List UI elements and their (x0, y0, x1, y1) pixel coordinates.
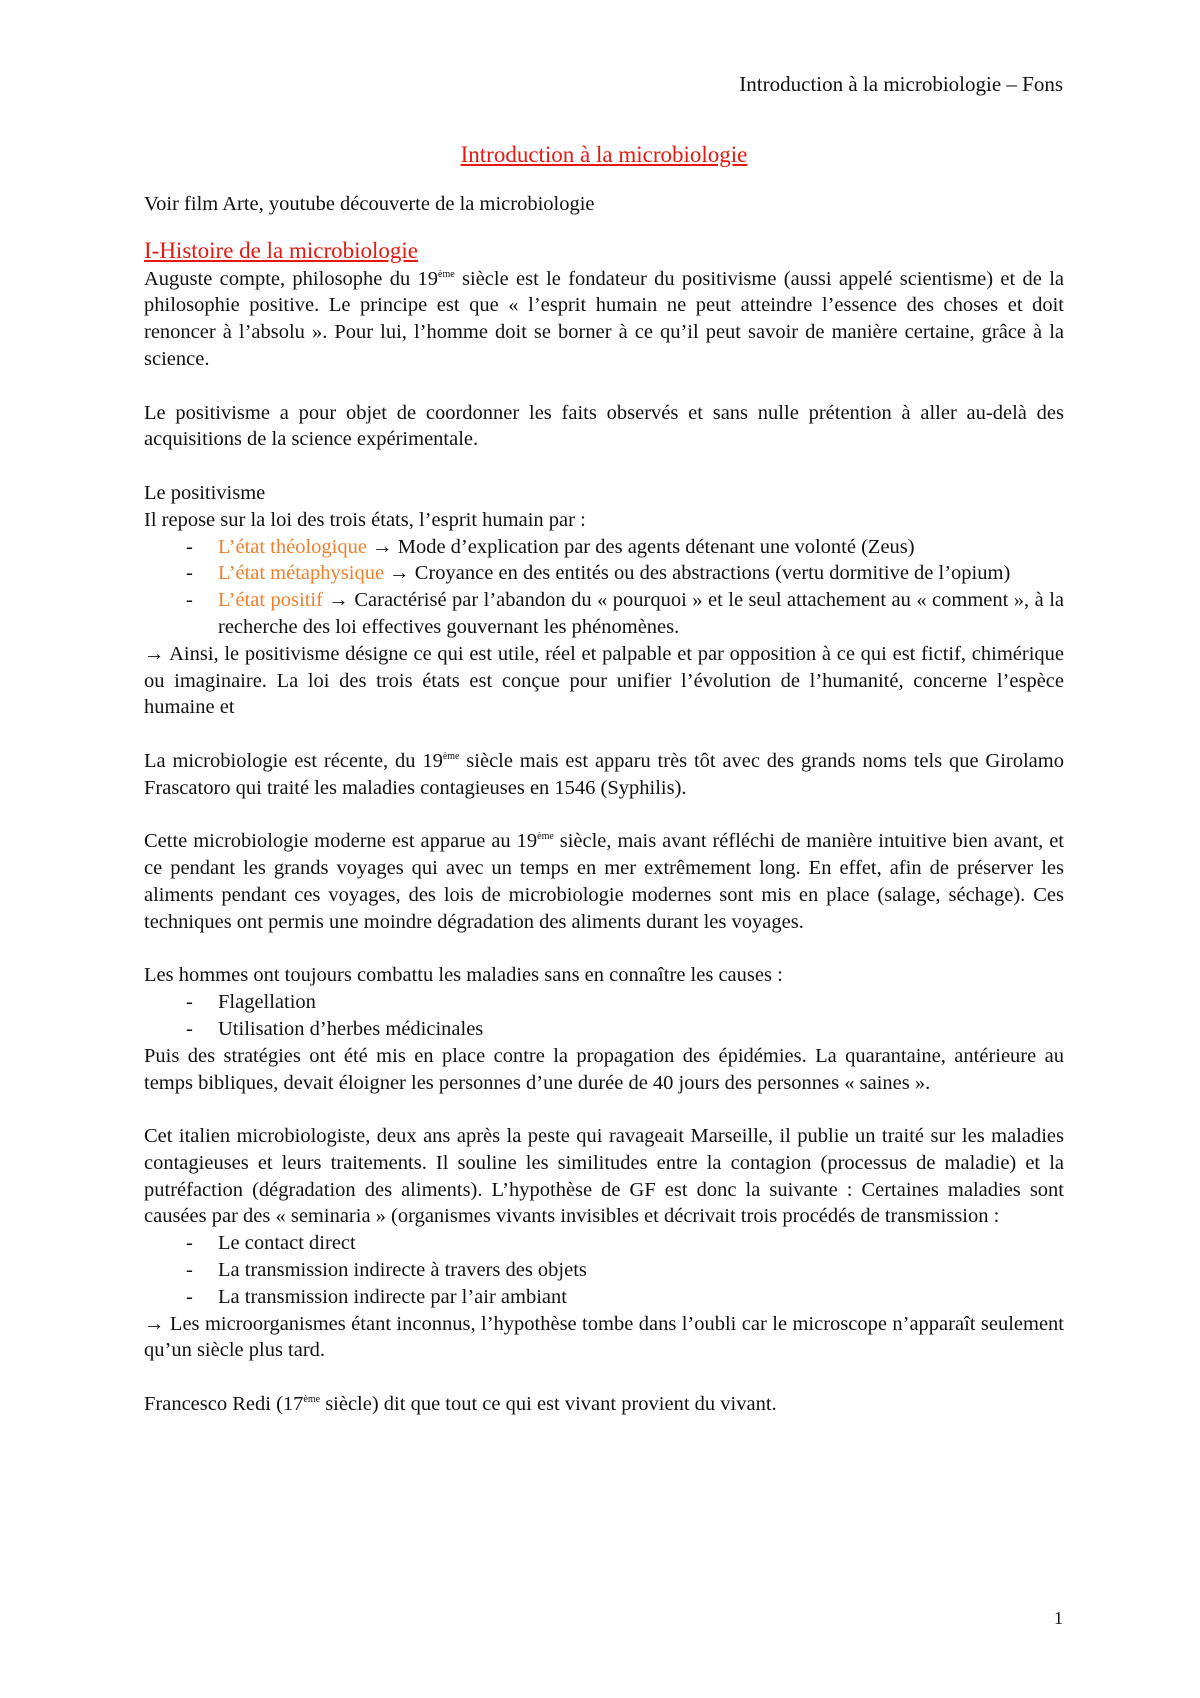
paragraph-positivism-label: Le positivisme (144, 481, 266, 504)
list-item: - La transmission indirecte à travers des objets (144, 1257, 1064, 1284)
list-dash: - (186, 1259, 193, 1282)
list-dash: - (186, 1232, 193, 1255)
paragraph-positivism-summary: → Ainsi, le positivisme désigne ce qui est utile, réel et palpable et par opposition à ce qui est fictif, chimérique ou imaginaire. La loi des trois états est conçue pour unifier l’évolution de l’humanité, concerne l’espèce humaine et (144, 642, 1064, 719)
arrow-icon: → (389, 562, 410, 585)
list-item: - Le contact direct (144, 1230, 1064, 1257)
page-number: 1 (1054, 1608, 1063, 1628)
list-dash: - (186, 1285, 193, 1308)
list-item-state-theological: - L’état théologique → Mode d’explication par des agents détenant une volonté (Zeus) (144, 534, 1064, 561)
paragraph-diseases-intro: Les hommes ont toujours combattu les maladies sans en connaître les causes : (144, 964, 783, 987)
paragraph-microscope: → Les microorganismes étant inconnus, l’hypothèse tombe dans l’oubli car le microscope n’apparaît seulement qu’un siècle plus tard. (144, 1312, 1064, 1362)
section-heading-history: I-Histoire de la microbiologie (144, 237, 419, 263)
list-dash: - (186, 991, 193, 1014)
list-item-state-positive: - L’état positif → Caractérisé par l’abandon du « pourquoi » et le seul attachement au « comment », à la recherche des loi effectives gouvernant les phénomènes. (186, 589, 1064, 638)
list-item: - Utilisation d’herbes médicinales (144, 1016, 1064, 1043)
list-dash: - (186, 589, 193, 612)
list-dash: - (186, 1017, 193, 1040)
arrow-icon: → (372, 535, 393, 558)
three-states-list (144, 534, 1064, 641)
running-header: Introduction à la microbiologie – Fons (739, 72, 1063, 96)
paragraph-microbiology-recent: La microbiologie est récente, du 19ème siècle mais est apparu très tôt avec des grands noms tels que Girolamo Frascatoro qui traité les maladies contagieuses en 1546 (Syphilis). (144, 749, 1064, 799)
transmission-list (144, 1230, 1064, 1310)
disease-remedies-list (144, 989, 1064, 1043)
document-title: Introduction à la microbiologie (460, 142, 748, 167)
list-item: - La transmission indirecte par l’air ambiant (144, 1284, 1064, 1311)
list-dash: - (186, 535, 193, 558)
paragraph-positivism-object: Le positivisme a pour objet de coordonner les faits observés et sans nulle prétention à aller au-delà des acquisitions de la science expérimentale. (144, 401, 1064, 451)
arrow-icon: → (144, 1312, 165, 1335)
paragraph-auguste-comte: Auguste compte, philosophe du 19ème siècle est le fondateur du positivisme (aussi appelé scientisme) et de la philosophie positive. Le principe est que « l’esprit humain ne peut atteindre l’essence des choses et doit renoncer à l’absolu ». Pour lui, l’homme doit se borner à ce qu’il peut savoir de manière certaine, grâce à la science. (144, 267, 1064, 370)
paragraph-quarantine: Puis des stratégies ont été mis en place contre la propagation des épidémies. La quarantaine, antérieure au temps bibliques, devait éloigner les personnes d’une durée de 40 jours des personnes « saines ». (144, 1044, 1064, 1094)
paragraph-italian-microbiologist: Cet italien microbiologiste, deux ans après la peste qui ravageait Marseille, il publie un traité sur les maladies contagieuses et leurs traitements. Il souline les similitudes entre la contagion (processus de maladie) et la putréfaction (dégradation des aliments). L’hypothèse de GF est donc la suivante : Certaines maladies sont causées par des « seminaria » (organismes vivants invisibles et décrivait trois procédés de transmission : (144, 1125, 1064, 1228)
intro-note: Voir film Arte, youtube découverte de la microbiologie (144, 192, 595, 215)
paragraph-francesco-redi: Francesco Redi (17ème siècle) dit que tout ce qui est vivant provient du vivant. (144, 1393, 777, 1416)
list-item: - Flagellation (144, 989, 1064, 1016)
document-body (144, 142, 1064, 1418)
arrow-icon: → (144, 642, 165, 665)
paragraph-modern-microbiology: Cette microbiologie moderne est apparue au 19ème siècle, mais avant réfléchi de manière intuitive bien avant, et ce pendant les grands voyages qui avec un temps en mer extrêmement long. En effet, afin de préserver les aliments pendant ces voyages, des lois de microbiologie modernes sont mis en place (salage, séchage). Ces techniques ont permis une moindre dégradation des aliments durant les voyages. (144, 830, 1065, 933)
arrow-icon: → (328, 589, 349, 612)
list-item-state-metaphysical: - L’état métaphysique → Croyance en des entités ou des abstractions (vertu dormitive de l’opium) (144, 560, 1064, 587)
list-dash: - (186, 562, 193, 585)
paragraph-three-states-intro: Il repose sur la loi des trois états, l’esprit humain par : (144, 508, 586, 531)
